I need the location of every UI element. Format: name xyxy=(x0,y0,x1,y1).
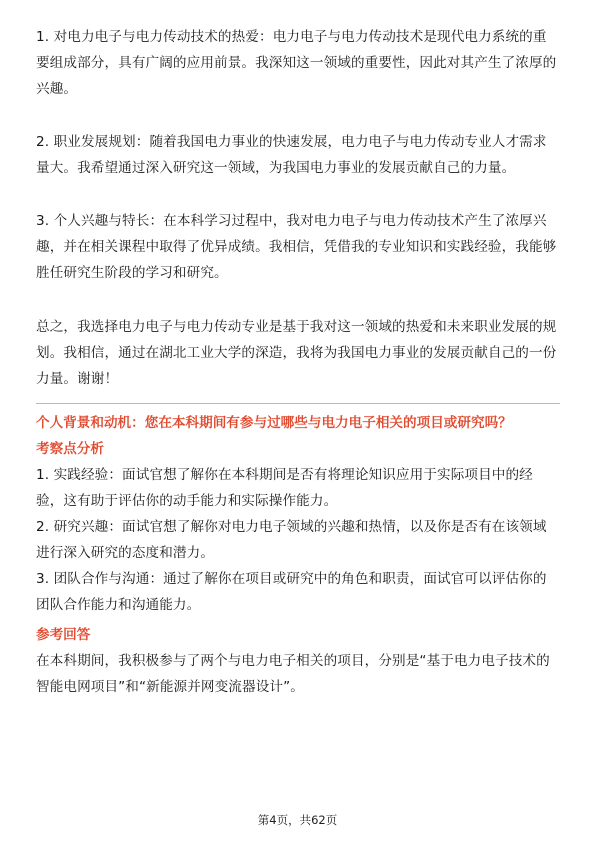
paragraph-gap xyxy=(36,181,560,208)
section-divider xyxy=(36,403,560,404)
analysis-item: 2. 研究兴趣：面试官想了解你对电力电子领域的兴趣和热情，以及你是否有在该领域进行深入研究的态度和潜力。 xyxy=(36,519,547,561)
analysis-item: 1. 实践经验：面试官想了解你在本科期间是否有将理论知识应用于实际项目中的经验，这有助于评估你的动手能力和实际操作能力。 xyxy=(36,467,533,509)
answer-text: 在本科期间，我积极参与了两个与电力电子相关的项目，分别是“基于电力电子技术的智能电网项目”和“新能源并网变流器设计”。 xyxy=(36,653,550,695)
paragraph-gap xyxy=(36,102,560,129)
answer-heading: 参考回答 xyxy=(36,627,91,643)
analysis-heading: 考察点分析 xyxy=(36,441,104,457)
interview-question: 个人背景和动机：您在本科期间有参与过哪些与电力电子相关的项目或研究吗？ xyxy=(36,415,512,431)
paragraph-passion: 1. 对电力电子与电力传动技术的热爱：电力电子与电力传动技术是现代电力系统的重要组成部分，具有广阔的应用前景。我深知这一领域的重要性，因此对其产生了浓厚的兴趣。 xyxy=(36,29,557,97)
document-page xyxy=(36,24,560,700)
paragraph-career-plan: 2. 职业发展规划：随着我国电力事业的快速发展，电力电子与电力传动专业人才需求量大。我希望通过深入研究这一领域，为我国电力事业的发展贡献自己的力量。 xyxy=(36,134,547,176)
paragraph-gap xyxy=(36,286,560,314)
page-number: 第4页，共62页 xyxy=(257,813,338,827)
paragraph-interest: 3. 个人兴趣与特长：在本科学习过程中，我对电力电子与电力传动技术产生了浓厚兴趣，并在相关课程中取得了优异成绩。我相信，凭借我的专业知识和实践经验，我能够胜任研究生阶段的学习和研究。 xyxy=(36,213,557,281)
analysis-item: 3. 团队合作与沟通：通过了解你在项目或研究中的角色和职责，面试官可以评估你的团队合作能力和沟通能力。 xyxy=(36,571,547,613)
paragraph-summary: 总之，我选择电力电子与电力传动专业是基于我对这一领域的热爱和未来职业发展的规划。我相信，通过在湖北工业大学的深造，我将为我国电力事业的发展贡献自己的一份力量。谢谢！ xyxy=(36,319,557,387)
